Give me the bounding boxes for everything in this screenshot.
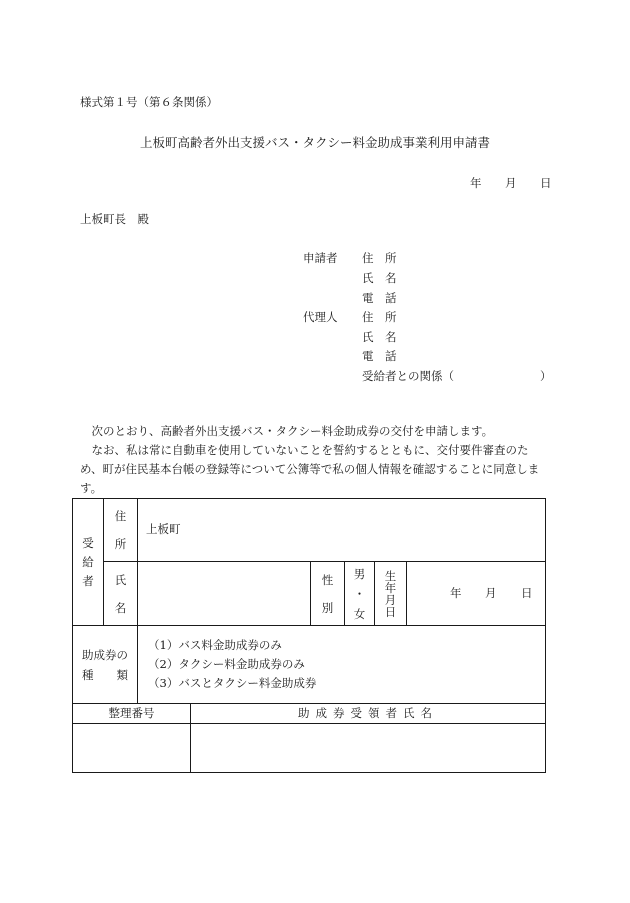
receiver-name-field[interactable] [191, 724, 546, 773]
declaration-text [80, 422, 550, 498]
applicant-label: 申請者 [303, 251, 338, 265]
birth-label: 生 年 月 日 [375, 562, 407, 626]
form-number: 様式第１号（第６条関係） [80, 95, 218, 109]
document-title: 上板町高齢者外出支援バス・タクシー料金助成事業利用申請書 [139, 135, 490, 150]
name-field[interactable] [138, 562, 311, 626]
ticket-option-taxi[interactable]: （2）タクシー料金助成券のみ [148, 657, 305, 671]
gender-male[interactable]: 男 [353, 566, 366, 581]
relationship-close: ） [540, 369, 552, 383]
address-value: 上板町 [146, 522, 181, 537]
birth-day: 日 [521, 586, 533, 600]
date-day: 日 [540, 176, 552, 190]
applicant-address-label: 住 所 [362, 251, 397, 265]
gender-label: 性 別 [311, 562, 345, 626]
relationship-label: 受給者との関係（ [362, 369, 454, 383]
gender-options[interactable]: 男 ・ 女 [345, 562, 375, 626]
receiver-name-label: 助成券受領者氏名 [191, 704, 546, 724]
proxy-address-label: 住 所 [362, 310, 397, 324]
date-year: 年 [470, 176, 482, 190]
address-field[interactable] [138, 499, 546, 562]
birth-year: 年 [450, 586, 462, 600]
proxy-phone-label: 電 話 [362, 349, 397, 363]
proxy-label: 代理人 [303, 310, 338, 324]
applicant-phone-label: 電 話 [362, 291, 397, 305]
date-month: 月 [505, 176, 517, 190]
address-label: 住 所 [104, 499, 138, 562]
recipient-label: 受 給 者 [73, 499, 104, 626]
proxy-name-label: 氏 名 [362, 330, 397, 344]
ticket-option-bus[interactable]: （1）バス料金助成券のみ [148, 638, 282, 652]
reference-number-field[interactable] [73, 724, 191, 773]
ticket-type-options [138, 626, 546, 704]
declaration-paragraph: なお、私は常に自動車を使用していないことを誓約するとともに、交付要件審査のため、町が住民基本台帳の登録等について公簿等で私の個人情報を確認することに同意します。 [80, 443, 540, 495]
recipient-table [72, 498, 545, 773]
addressee: 上板町長 殿 [80, 212, 149, 226]
birth-month: 月 [485, 586, 497, 600]
ticket-type-label: 助成券の 種 類 [73, 626, 138, 704]
ticket-option-both[interactable]: （3）バスとタクシー料金助成券 [148, 676, 317, 690]
declaration-paragraph: 次のとおり、高齢者外出支援バス・タクシー料金助成券の交付を申請します。 [91, 424, 494, 438]
gender-female[interactable]: 女 [353, 606, 366, 621]
reference-number-label: 整理番号 [73, 704, 191, 724]
name-label: 氏 名 [104, 562, 138, 626]
birth-date-field[interactable] [407, 562, 546, 626]
applicant-name-label: 氏 名 [362, 271, 397, 285]
